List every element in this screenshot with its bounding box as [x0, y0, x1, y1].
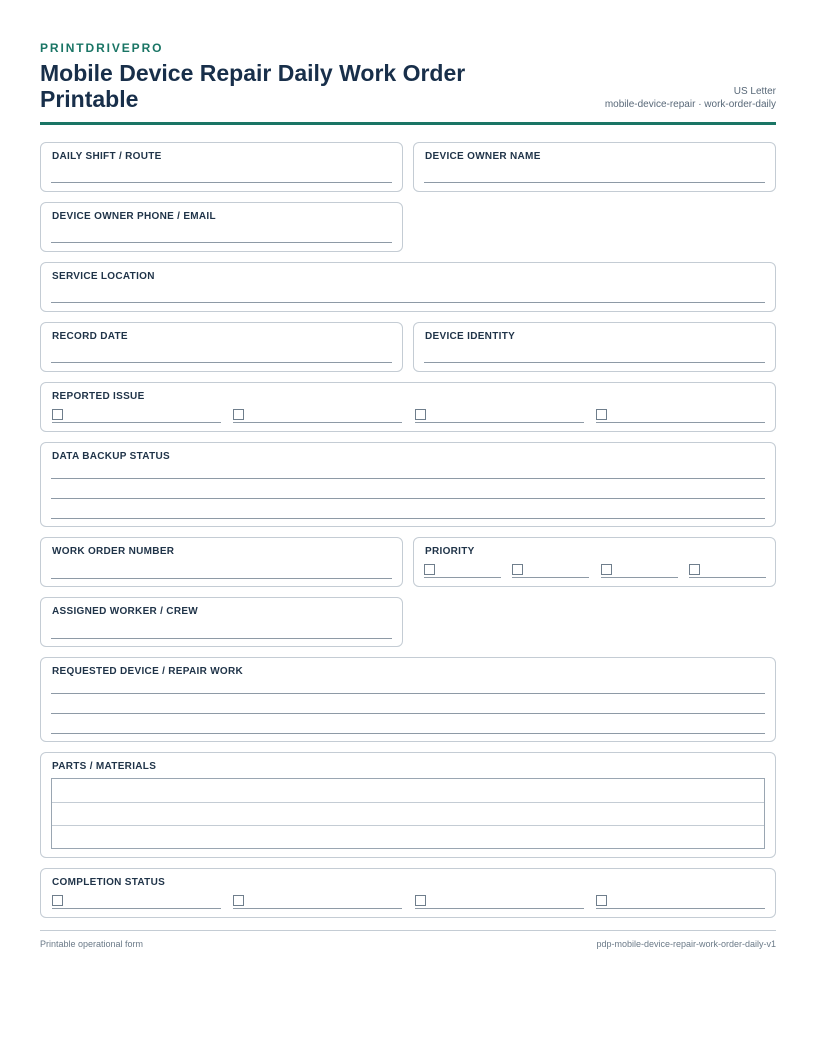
write-line[interactable]: [424, 182, 765, 183]
field-completion-status: [40, 868, 776, 918]
completion-option-2[interactable]: [233, 896, 402, 909]
checkbox[interactable]: [415, 409, 426, 420]
checkbox[interactable]: [233, 409, 244, 420]
field-label: REPORTED ISSUE: [52, 391, 145, 402]
checkbox[interactable]: [415, 895, 426, 906]
completion-option-3[interactable]: [415, 896, 584, 909]
field-device-owner-contact: [40, 202, 403, 252]
field-label: RECORD DATE: [52, 331, 128, 342]
field-service-location: [40, 262, 776, 312]
field-label: PRIORITY: [425, 546, 475, 557]
write-line[interactable]: [51, 242, 392, 243]
write-line[interactable]: [51, 498, 765, 499]
field-label: SERVICE LOCATION: [52, 271, 155, 282]
write-line[interactable]: [51, 713, 765, 714]
checkbox[interactable]: [52, 409, 63, 420]
write-line[interactable]: [51, 733, 765, 734]
field-label: DAILY SHIFT / ROUTE: [52, 151, 162, 162]
field-priority: [413, 537, 776, 587]
write-line[interactable]: [51, 518, 765, 519]
field-label: WORK ORDER NUMBER: [52, 546, 175, 557]
checkbox[interactable]: [233, 895, 244, 906]
field-device-identity: [413, 322, 776, 372]
field-label: DEVICE OWNER NAME: [425, 151, 541, 162]
priority-option-3[interactable]: [601, 565, 678, 578]
paper-size: US Letter: [733, 86, 776, 97]
write-line[interactable]: [51, 638, 392, 639]
field-device-owner-name: [413, 142, 776, 192]
parts-table[interactable]: [51, 778, 765, 849]
field-data-backup-status: [40, 442, 776, 527]
field-label: REQUESTED DEVICE / REPAIR WORK: [52, 666, 244, 677]
table-row-divider: [52, 802, 764, 803]
field-label: DATA BACKUP STATUS: [52, 451, 170, 462]
issue-option-3[interactable]: [415, 410, 584, 423]
issue-option-1[interactable]: [52, 410, 221, 423]
form-tags: mobile-device-repair · work-order-daily: [604, 99, 776, 110]
priority-option-1[interactable]: [424, 565, 501, 578]
field-assigned-worker-crew: [40, 597, 403, 647]
page-title: Mobile Device Repair Daily Work Order Printable: [40, 60, 466, 112]
footer-description: Printable operational form: [40, 939, 144, 949]
issue-option-2[interactable]: [233, 410, 402, 423]
brand-name: PRINTDRIVEPRO: [40, 41, 164, 55]
issue-option-4[interactable]: [596, 410, 765, 423]
field-label: PARTS / MATERIALS: [52, 761, 157, 772]
completion-option-4[interactable]: [596, 896, 765, 909]
field-requested-repair-work: [40, 657, 776, 742]
write-line[interactable]: [51, 182, 392, 183]
write-line[interactable]: [51, 302, 765, 303]
checkbox[interactable]: [596, 409, 607, 420]
checkbox[interactable]: [689, 564, 700, 575]
write-line[interactable]: [51, 362, 392, 363]
write-line[interactable]: [51, 693, 765, 694]
checkbox[interactable]: [424, 564, 435, 575]
completion-option-1[interactable]: [52, 896, 221, 909]
checkbox[interactable]: [512, 564, 523, 575]
footer-divider: [40, 930, 776, 931]
form-id: pdp-mobile-device-repair-work-order-daily-v1: [596, 939, 776, 949]
field-label: DEVICE OWNER PHONE / EMAIL: [52, 211, 216, 222]
header-divider: [40, 122, 776, 125]
field-record-date: [40, 322, 403, 372]
priority-option-4[interactable]: [689, 565, 766, 578]
table-row-divider: [52, 825, 764, 826]
field-label: DEVICE IDENTITY: [425, 331, 516, 342]
field-reported-issue: [40, 382, 776, 432]
field-parts-materials: [40, 752, 776, 858]
field-work-order-number: [40, 537, 403, 587]
field-label: COMPLETION STATUS: [52, 877, 166, 888]
priority-option-2[interactable]: [512, 565, 589, 578]
write-line[interactable]: [51, 578, 392, 579]
write-line[interactable]: [51, 478, 765, 479]
checkbox[interactable]: [52, 895, 63, 906]
field-label: ASSIGNED WORKER / CREW: [52, 606, 199, 617]
form-meta: [605, 85, 776, 111]
checkbox[interactable]: [596, 895, 607, 906]
checkbox[interactable]: [601, 564, 612, 575]
write-line[interactable]: [424, 362, 765, 363]
field-daily-shift-route: [40, 142, 403, 192]
